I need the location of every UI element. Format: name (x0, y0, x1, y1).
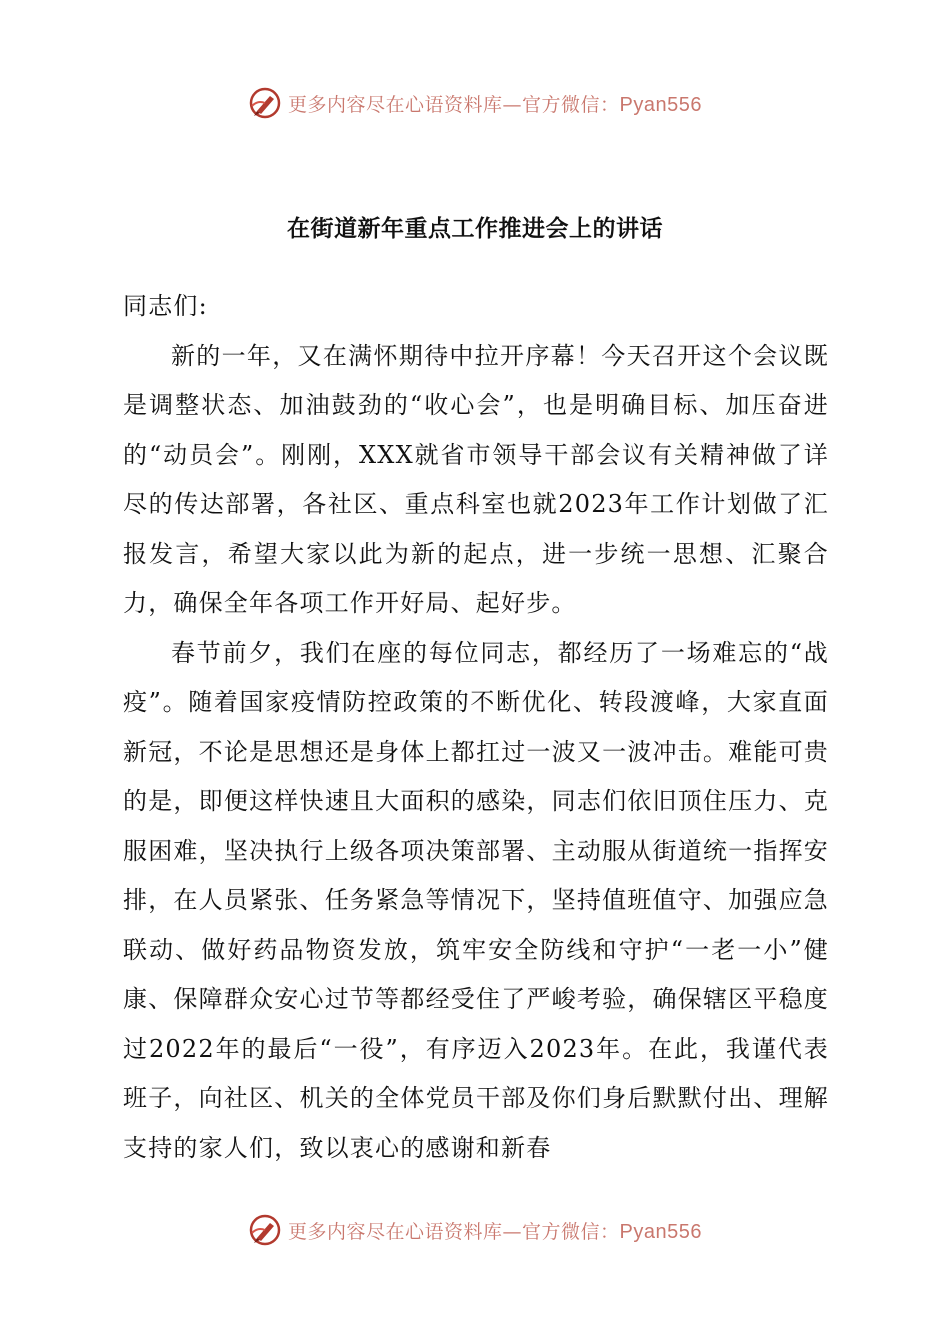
pen-nib-circle-icon (248, 1213, 282, 1247)
paragraph: 春节前夕，我们在座的每位同志，都经历了一场难忘的“战疫”。随着国家疫情防控政策的不断优化、转段渡峰，大家直面新冠，不论是思想还是身体上都扛过一波又一波冲击。难能可贵的是，即便这样快速且大面积的感染，同志们依旧顶住压力、克服困难，坚决执行上级各项决策部署、主动服从街道统一指挥安排，在人员紧张、任务紧急等情况下，坚持值班值守、加强应急联动、做好药品物资发放，筑牢安全防线和守护“一老一小”健康、保障群众安心过节等都经受住了严峻考验，确保辖区平稳度过2022年的最后“一役”，有序迈入2023年。在此，我谨代表班子，向社区、机关的全体党员干部及你们身后默默付出、理解支持的家人们，致以衷心的感谢和新春 (123, 638, 829, 1162)
document-body (123, 282, 829, 1173)
footer-banner-text: 更多内容尽在心语资料库—官方微信：Pyan556 (288, 1220, 702, 1243)
pen-nib-circle-icon (248, 86, 282, 120)
document-title: 在街道新年重点工作推进会上的讲话 (287, 216, 663, 242)
header-banner (0, 83, 950, 123)
header-banner-text: 更多内容尽在心语资料库—官方微信：Pyan556 (288, 93, 702, 116)
footer-banner (0, 1210, 950, 1250)
header-wechat-id: Pyan556 (619, 93, 702, 116)
footer-wechat-id: Pyan556 (619, 1220, 702, 1243)
paragraph: 新的一年，又在满怀期待中拉开序幕！今天召开这个会议既是调整状态、加油鼓劲的“收心会”，也是明确目标、加压奋进的“动员会”。刚刚，XXX就省市领导干部会议有关精神做了详尽的传达部署，各社区、重点科室也就2023年工作计划做了汇报发言，希望大家以此为新的起点，进一步统一思想、汇聚合力，确保全年各项工作开好局、起好步。 (123, 341, 829, 617)
salutation: 同志们: (123, 292, 208, 320)
